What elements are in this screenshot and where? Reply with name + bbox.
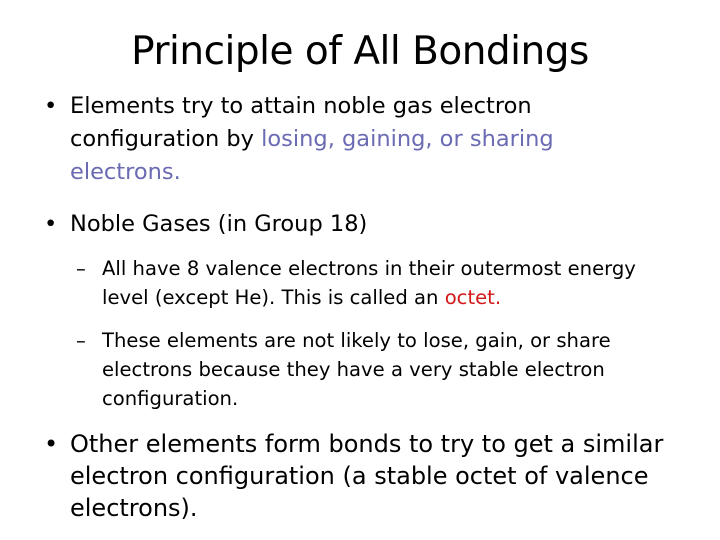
bullet-text: Other elements form bonds to try to get a similar electron configuration (a stable octet of valence electrons). [70,430,664,522]
slide-title: Principle of All Bondings [131,29,589,74]
subbullet-item-2 [76,326,666,413]
bullet-text: Noble Gases (in Group 18) [70,211,368,237]
bullet-text [70,90,644,189]
subbullet-text-highlight: octet. [444,286,502,309]
subbullet-text: These elements are not likely to lose, gain, or share electrons because they have a very stable electron configuration. [102,329,611,410]
bullet-text-plain: Elements try to attain noble gas electron configuration by [70,93,532,152]
bullet-marker: • [44,93,58,119]
subbullet-item-1 [76,254,686,312]
subbullet-text [102,254,686,312]
bullet-item-2 [44,208,644,241]
bullet-text-highlight: losing, gaining, or sharing electrons. [70,126,554,185]
subbullet-marker: – [76,329,86,352]
bullet-marker: • [44,211,58,237]
bullet-marker: • [44,430,59,458]
subbullet-text-plain: All have 8 valence electrons in their outermost energy level (except He). This is called an [102,257,636,309]
bullet-item-1 [44,90,644,189]
bullet-item-3 [44,428,694,524]
subbullet-marker: – [76,257,86,280]
